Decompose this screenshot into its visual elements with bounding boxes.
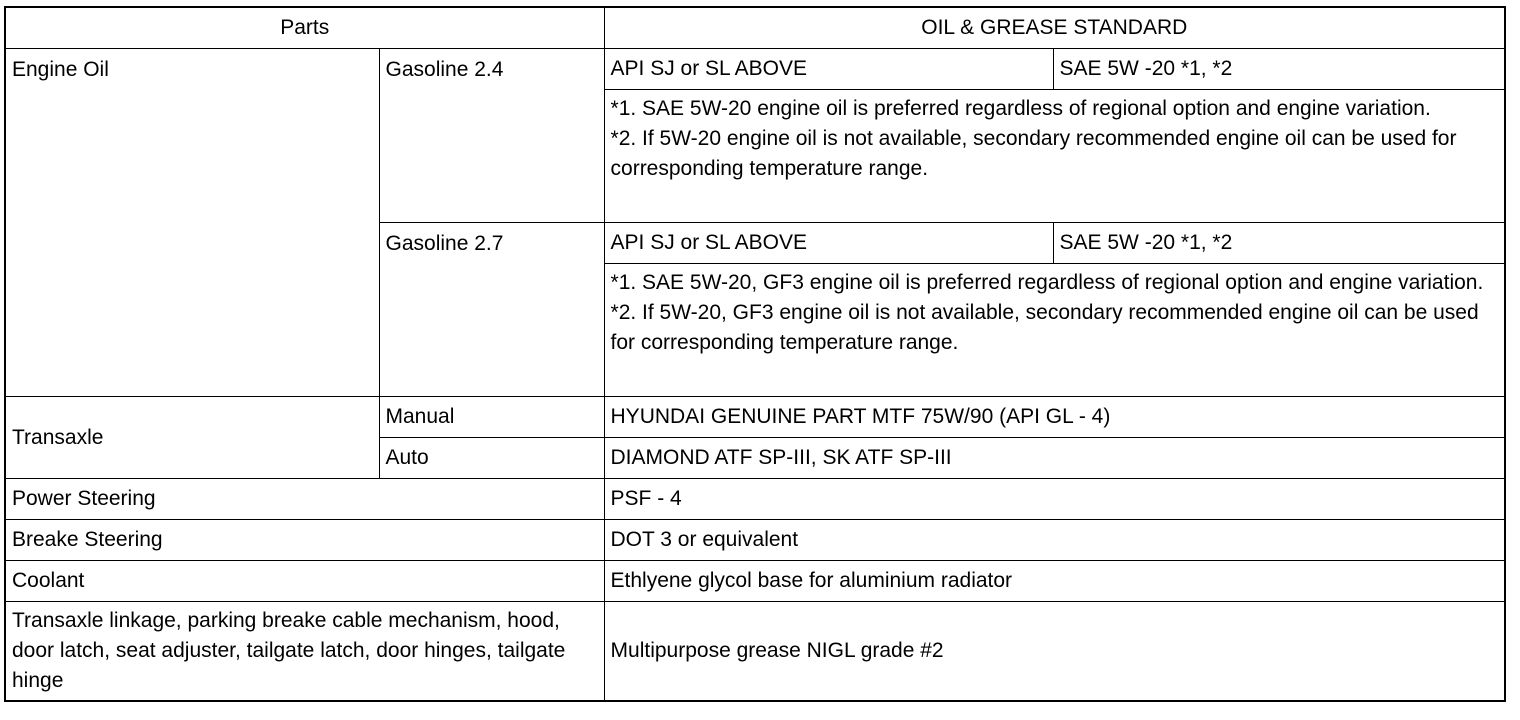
sae-spec: SAE 5W -20 *1, *2 [1053, 223, 1505, 264]
header-row [5, 7, 1505, 49]
api-spec: API SJ or SL ABOVE [604, 223, 1053, 264]
transaxle-label: Transaxle [5, 397, 379, 479]
footnote: *1. SAE 5W-20, GF3 engine oil is preferred regardless of regional option and engine variation. [610, 271, 1484, 294]
transaxle-type: Manual [379, 397, 604, 438]
footnotes [604, 264, 1505, 397]
table-row [5, 479, 1505, 520]
table-row [5, 49, 1505, 90]
oil-grease-spec-table [4, 6, 1506, 702]
part-spec: DOT 3 or equivalent [604, 520, 1505, 561]
transaxle-spec: HYUNDAI GENUINE PART MTF 75W/90 (API GL - 4) [604, 397, 1505, 438]
standard-header: OIL & GREASE STANDARD [604, 7, 1505, 49]
part-name: Coolant [5, 561, 604, 602]
variant-name: Gasoline 2.4 [379, 49, 604, 223]
part-spec: PSF - 4 [604, 479, 1505, 520]
grease-spec: Multipurpose grease NIGL grade #2 [604, 602, 1505, 702]
api-spec: API SJ or SL ABOVE [604, 49, 1053, 90]
parts-header: Parts [5, 7, 604, 49]
footnote: *2. If 5W-20, GF3 engine oil is not available, secondary recommended engine oil can be used for corresponding temperature range. [610, 301, 1479, 354]
transaxle-type: Auto [379, 438, 604, 479]
sae-spec: SAE 5W -20 *1, *2 [1053, 49, 1505, 90]
table-row [5, 602, 1505, 702]
transaxle-spec: DIAMOND ATF SP-III, SK ATF SP-III [604, 438, 1505, 479]
variant-name: Gasoline 2.7 [379, 223, 604, 397]
footnotes [604, 90, 1505, 223]
part-spec: Ethlyene glycol base for aluminium radiator [604, 561, 1505, 602]
part-name: Power Steering [5, 479, 604, 520]
engine-oil-label: Engine Oil [5, 49, 379, 397]
part-name: Breake Steering [5, 520, 604, 561]
footnote: *1. SAE 5W-20 engine oil is preferred regardless of regional option and engine variation. [610, 97, 1431, 120]
table-row [5, 397, 1505, 438]
table-row [5, 561, 1505, 602]
footnote: *2. If 5W-20 engine oil is not available, secondary recommended engine oil can be used for corresponding temperature range. [610, 127, 1457, 180]
grease-parts: Transaxle linkage, parking breake cable mechanism, hood, door latch, seat adjuster, tailgate latch, door hinges, tailgate hinge [5, 602, 604, 702]
table-row [5, 520, 1505, 561]
